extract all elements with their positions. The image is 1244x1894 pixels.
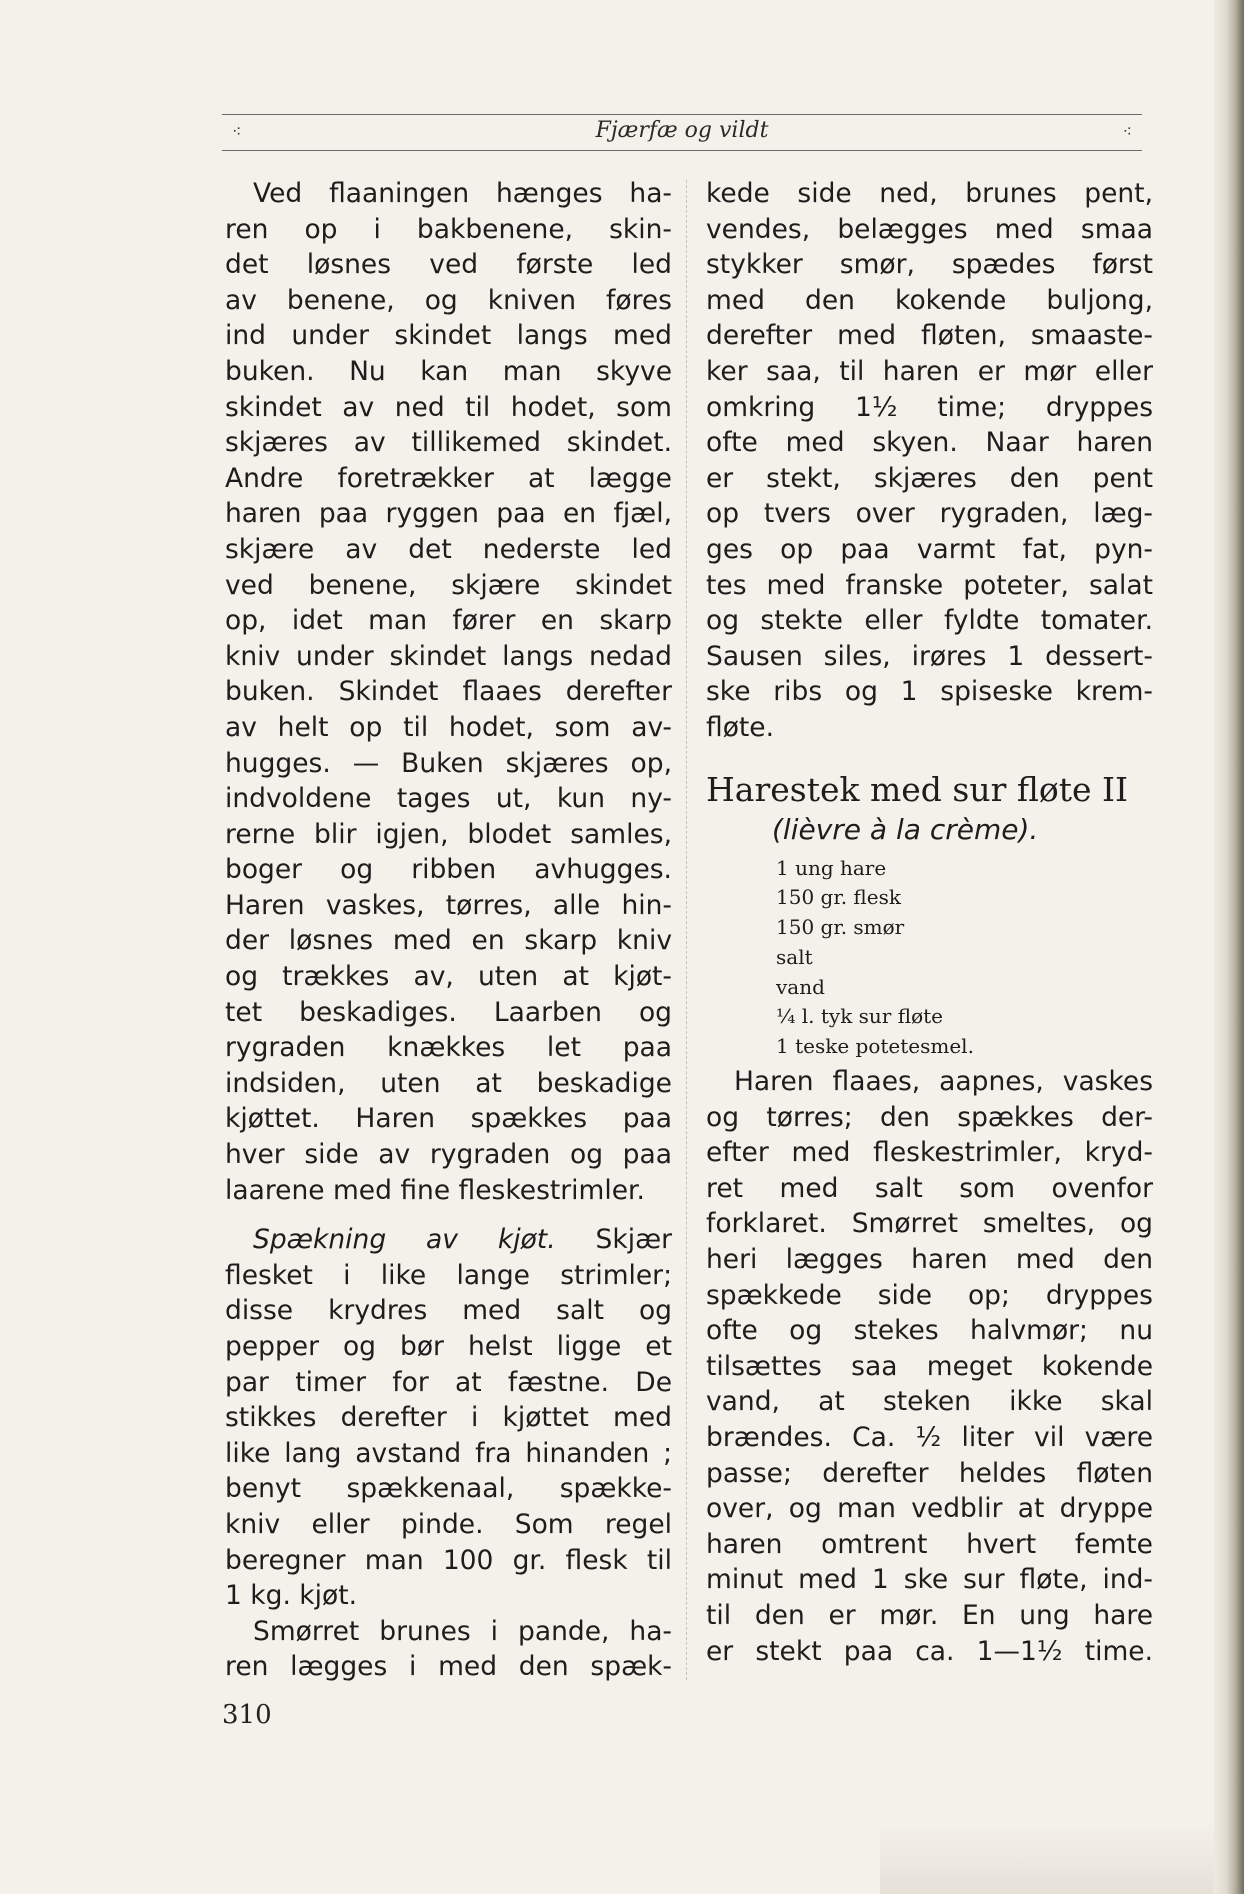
text-line: kniv eller pinde. Som regel	[225, 1508, 672, 1540]
text-line: kniv under skindet langs nedad	[225, 640, 672, 672]
text-line: 1 kg. kjøt.	[225, 1580, 358, 1612]
text-line: Ved flaaningen hænges ha-	[253, 178, 672, 209]
text-line: Haren vaskes, tørres, alle hin-	[225, 889, 672, 921]
text-line: fløte.	[706, 711, 775, 743]
text-line: indvoldene tages ut, kun ny-	[225, 783, 672, 815]
text-line: ren lægges i med den spæk-	[225, 1651, 672, 1683]
text-line: ges op paa varmt fat, pyn-	[706, 533, 1153, 565]
ingredient-list	[706, 854, 1153, 1063]
recipe-title: Harestek med sur fløte II	[706, 769, 1129, 809]
paragraph-brunes	[225, 1614, 672, 1685]
text-line: med den kokende buljong,	[706, 284, 1153, 316]
paragraph-spaekning	[225, 1222, 672, 1614]
ingredient-item: 1 teske potetesmel.	[776, 1034, 974, 1059]
text-line: og tørres; den spækkes der-	[706, 1101, 1153, 1133]
spaekning-first-word: Skjær	[595, 1224, 672, 1256]
text-line: ind under skindet langs med	[225, 320, 672, 352]
text-line: av benene, og kniven føres	[225, 284, 672, 316]
text-line: disse krydres med salt og	[225, 1295, 672, 1327]
paragraph-method	[706, 1064, 1153, 1669]
text-line: Smørret brunes i pande, ha-	[253, 1615, 672, 1647]
paragraph-gap	[225, 1208, 672, 1222]
page-corner-shadow	[880, 1824, 1214, 1894]
text-line	[225, 1222, 672, 1258]
text-line: kjøttet. Haren spækkes paa	[225, 1103, 672, 1135]
ingredient-item: 1 ung hare	[776, 855, 887, 880]
header-rule-bottom	[222, 150, 1142, 151]
recipe-subtitle: (lièvre à la crème).	[772, 812, 1039, 846]
header-rule-top	[222, 114, 1142, 115]
paragraph-spaekning-body	[225, 1258, 672, 1614]
text-line: stikkes derefter i kjøttet med	[225, 1402, 672, 1434]
text-line: buken. Nu kan man skyve	[225, 355, 672, 387]
text-line: ren op i bakbenene, skin-	[225, 213, 672, 245]
ingredient-item: 150 gr. flesk	[776, 885, 901, 910]
text-line: Andre foretrækker at lægge	[225, 462, 672, 494]
text-line: tet beskadiges. Laarben og	[225, 996, 672, 1028]
text-line: pepper og bør helst ligge et	[225, 1331, 672, 1362]
page-edge-shadow	[1214, 0, 1244, 1894]
text-line: beregner man 100 gr. flesk til	[225, 1544, 672, 1576]
ingredient-item: salt	[776, 944, 813, 969]
column-divider	[686, 180, 687, 1680]
left-column	[225, 176, 672, 1685]
ingredient-item: ¼ l. tyk sur fløte	[776, 1004, 943, 1029]
text-line: haren omtrent hvert femte	[706, 1528, 1153, 1560]
text-line: Haren flaaes, aapnes, vaskes	[734, 1066, 1153, 1098]
right-column	[706, 176, 1153, 1669]
text-line: hver side av rygraden og paa	[225, 1139, 672, 1171]
text-line: laarene med fine fleskestrimler.	[225, 1174, 645, 1206]
text-line: heri lægges haren med den	[706, 1244, 1153, 1276]
text-line: kede side ned, brunes pent,	[706, 178, 1153, 209]
text-line: like lang avstand fra hinanden ;	[225, 1437, 672, 1469]
text-line: forklaret. Smørret smeltes, og	[706, 1208, 1153, 1240]
text-line: der løsnes med en skarp kniv	[225, 925, 672, 957]
text-line: og stekte eller fyldte tomater.	[706, 605, 1153, 637]
text-line: hugges. — Buken skjæres op,	[225, 747, 672, 779]
text-line: skjære av det nederste led	[225, 533, 672, 565]
text-line: rygraden knækkes let paa	[225, 1032, 672, 1064]
text-line: ofte med skyen. Naar haren	[706, 427, 1153, 459]
text-line: tilsættes saa meget kokende	[706, 1350, 1153, 1382]
text-line: rerne blir igjen, blodet samles,	[225, 818, 672, 850]
text-line: Sausen siles, irøres 1 dessert-	[706, 640, 1153, 672]
text-line: er stekt paa ca. 1—1½ time.	[706, 1635, 1153, 1667]
paragraph-continued	[706, 176, 1153, 746]
text-line: buken. Skindet flaaes derefter	[225, 676, 672, 708]
page-number: 310	[222, 1700, 272, 1730]
text-line: over, og man vedblir at dryppe	[706, 1493, 1153, 1525]
ornament-right-icon: ⁖	[1122, 122, 1132, 141]
text-line: efter med fleskestrimler, kryd-	[706, 1137, 1153, 1169]
text-line: det løsnes ved første led	[225, 249, 672, 281]
text-line: og trækkes av, uten at kjøt-	[225, 961, 672, 993]
text-line: skindet av ned til hodet, som	[225, 391, 672, 423]
ingredient-item: vand	[776, 974, 825, 999]
text-line: tes med franske poteter, salat	[706, 569, 1153, 601]
text-line: indsiden, uten at beskadige	[225, 1067, 672, 1099]
ornament-left-icon: ⁖	[232, 122, 242, 141]
text-line: ske ribs og 1 spiseske krem-	[706, 676, 1153, 708]
ingredient-item: 150 gr. smør	[776, 915, 905, 940]
text-line: benyt spækkenaal, spække-	[225, 1473, 672, 1505]
text-line: passe; derefter heldes fløten	[706, 1457, 1153, 1489]
text-line: spækkede side op; dryppes	[706, 1279, 1153, 1311]
text-line: av helt op til hodet, som av-	[225, 711, 672, 743]
text-line: skjæres av tillikemed skindet.	[225, 427, 672, 459]
text-line: til den er mør. En ung hare	[706, 1599, 1153, 1631]
text-line: boger og ribben avhugges.	[225, 854, 672, 886]
text-line: derefter med fløten, smaaste-	[706, 320, 1153, 352]
spaekning-heading: Spækning av kjøt.	[253, 1224, 556, 1256]
text-line: minut med 1 ske sur fløte, ind-	[706, 1564, 1153, 1596]
text-line: stykker smør, spædes først	[706, 249, 1153, 281]
running-head-title: Fjærfæ og vildt	[595, 118, 769, 143]
text-line: ret med salt som ovenfor	[706, 1172, 1153, 1204]
paragraph-flaaning	[225, 176, 672, 1208]
text-line: omkring 1½ time; dryppes	[706, 391, 1153, 423]
text-line: flesket i like lange strimler;	[225, 1259, 672, 1291]
text-line: ved benene, skjære skindet	[225, 569, 672, 601]
text-line: vendes, belægges med smaa	[706, 213, 1153, 245]
running-header	[222, 116, 1142, 148]
text-line: op tvers over rygraden, læg-	[706, 498, 1153, 530]
text-line: ker saa, til haren er mør eller	[706, 355, 1153, 387]
text-line: op, idet man fører en skarp	[225, 605, 672, 637]
text-line: er stekt, skjæres den pent	[706, 462, 1153, 494]
text-line: ofte og stekes halvmør; nu	[706, 1315, 1153, 1347]
text-line: brændes. Ca. ½ liter vil være	[706, 1422, 1153, 1454]
text-line: vand, at steken ikke skal	[706, 1386, 1153, 1418]
text-line: par timer for at fæstne. De	[225, 1366, 672, 1398]
text-line: haren paa ryggen paa en fjæl,	[225, 498, 672, 530]
